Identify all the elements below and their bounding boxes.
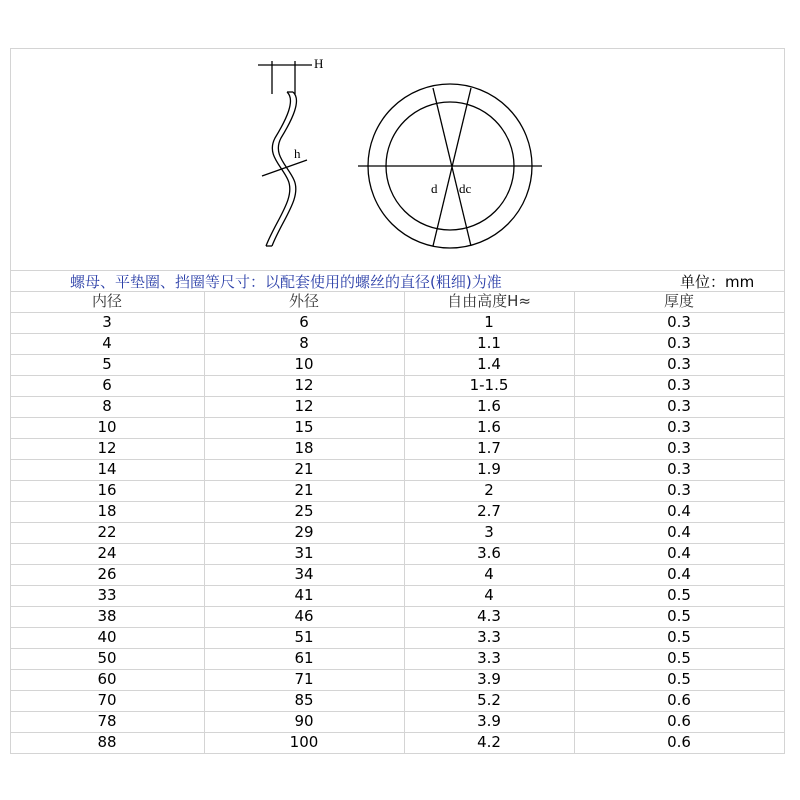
- cell-free-height: 1.7: [477, 439, 501, 457]
- title-row: [10, 270, 785, 291]
- cell-thickness: 0.5: [667, 607, 691, 625]
- grid-line: [10, 396, 785, 397]
- grid-line: [10, 543, 785, 544]
- label-H: H: [314, 56, 324, 71]
- cell-outer-diameter: 51: [294, 628, 314, 646]
- grid-line: [10, 501, 785, 502]
- header-inner-diameter: 内径: [91, 292, 122, 310]
- cell-free-height: 1: [484, 313, 494, 331]
- cell-inner-diameter: 78: [97, 712, 117, 730]
- cell-inner-diameter: 6: [102, 376, 112, 394]
- cell-inner-diameter: 4: [102, 334, 112, 352]
- cell-free-height: 3.9: [477, 670, 501, 688]
- cell-inner-diameter: 70: [97, 691, 117, 709]
- grid-line: [10, 585, 785, 586]
- cell-thickness: 0.3: [667, 460, 691, 478]
- cell-outer-diameter: 8: [299, 334, 309, 352]
- table-row: [10, 648, 785, 669]
- cell-thickness: 0.3: [667, 355, 691, 373]
- cell-inner-diameter: 40: [97, 628, 117, 646]
- cell-inner-diameter: 14: [97, 460, 117, 478]
- cell-inner-diameter: 3: [102, 313, 112, 331]
- table-row: [10, 396, 785, 417]
- cell-free-height: 2: [484, 481, 494, 499]
- table-title: 螺母、平垫圈、挡圈等尺寸：以配套使用的螺丝的直径(粗细)为准: [70, 273, 502, 291]
- cell-outer-diameter: 29: [294, 523, 314, 541]
- grid-line: [10, 312, 785, 313]
- cell-outer-diameter: 6: [299, 313, 309, 331]
- cell-free-height: 1.9: [477, 460, 501, 478]
- cell-thickness: 0.5: [667, 628, 691, 646]
- cell-free-height: 1-1.5: [469, 376, 509, 394]
- cell-thickness: 0.4: [667, 502, 691, 520]
- cell-thickness: 0.6: [667, 691, 691, 709]
- cell-inner-diameter: 50: [97, 649, 117, 667]
- cell-thickness: 0.3: [667, 397, 691, 415]
- table-row: [10, 333, 785, 354]
- grid-line: [10, 606, 785, 607]
- cell-thickness: 0.3: [667, 418, 691, 436]
- grid-line: [10, 711, 785, 712]
- cell-inner-diameter: 22: [97, 523, 117, 541]
- cell-outer-diameter: 71: [294, 670, 314, 688]
- table-row: [10, 669, 785, 690]
- cell-outer-diameter: 41: [294, 586, 314, 604]
- table-row: [10, 459, 785, 480]
- cell-inner-diameter: 12: [97, 439, 117, 457]
- cell-outer-diameter: 21: [294, 481, 314, 499]
- cell-thickness: 0.6: [667, 712, 691, 730]
- unit-label: 单位：mm: [680, 273, 755, 291]
- cell-outer-diameter: 85: [294, 691, 314, 709]
- cell-outer-diameter: 100: [289, 733, 319, 751]
- cell-thickness: 0.3: [667, 439, 691, 457]
- table-row: [10, 501, 785, 522]
- grid-line: [574, 291, 575, 753]
- cell-free-height: 1.4: [477, 355, 501, 373]
- grid-line: [10, 627, 785, 628]
- front-view: [358, 84, 542, 248]
- table-row: [10, 711, 785, 732]
- table-row: [10, 543, 785, 564]
- cell-free-height: 4.2: [477, 733, 501, 751]
- grid-line: [10, 333, 785, 334]
- grid-line: [10, 375, 785, 376]
- cell-outer-diameter: 18: [294, 439, 314, 457]
- cell-free-height: 4.3: [477, 607, 501, 625]
- cell-free-height: 2.7: [477, 502, 501, 520]
- table-row: [10, 438, 785, 459]
- grid-line: [10, 459, 785, 460]
- washer-profile-outer: [272, 92, 296, 246]
- cell-free-height: 3.3: [477, 649, 501, 667]
- cell-free-height: 4: [484, 586, 494, 604]
- cell-free-height: 1.1: [477, 334, 501, 352]
- cell-inner-diameter: 60: [97, 670, 117, 688]
- wave-washer-drawing: [10, 48, 785, 270]
- grid-line: [10, 522, 785, 523]
- spreadsheet: [10, 48, 785, 753]
- cell-thickness: 0.3: [667, 313, 691, 331]
- cell-free-height: 4: [484, 565, 494, 583]
- grid-line: [10, 669, 785, 670]
- table-row: [10, 354, 785, 375]
- grid-line: [10, 480, 785, 481]
- grid-line: [10, 648, 785, 649]
- header-free-height: 自由高度H≈: [447, 292, 531, 310]
- cell-outer-diameter: 46: [294, 607, 314, 625]
- cell-free-height: 1.6: [477, 418, 501, 436]
- header-outer-diameter: 外径: [288, 292, 319, 310]
- cell-inner-diameter: 26: [97, 565, 117, 583]
- grid-line: [10, 690, 785, 691]
- cell-free-height: 3: [484, 523, 494, 541]
- cell-outer-diameter: 61: [294, 649, 314, 667]
- cell-outer-diameter: 90: [294, 712, 314, 730]
- cell-inner-diameter: 24: [97, 544, 117, 562]
- cell-inner-diameter: 18: [97, 502, 117, 520]
- cell-outer-diameter: 25: [294, 502, 314, 520]
- cell-outer-diameter: 21: [294, 460, 314, 478]
- side-view: [258, 61, 312, 246]
- cell-free-height: 1.6: [477, 397, 501, 415]
- cell-free-height: 5.2: [477, 691, 501, 709]
- cell-outer-diameter: 34: [294, 565, 314, 583]
- table-row: [10, 690, 785, 711]
- grid-line: [10, 732, 785, 733]
- label-dc: dc: [459, 181, 472, 196]
- grid-line: [404, 291, 405, 753]
- cell-outer-diameter: 15: [294, 418, 314, 436]
- cell-free-height: 3.6: [477, 544, 501, 562]
- cell-inner-diameter: 16: [97, 481, 117, 499]
- cell-free-height: 3.3: [477, 628, 501, 646]
- cell-thickness: 0.4: [667, 523, 691, 541]
- cell-inner-diameter: 5: [102, 355, 112, 373]
- cell-outer-diameter: 12: [294, 397, 314, 415]
- table-row: [10, 585, 785, 606]
- grid-line: [10, 753, 785, 754]
- table-row: [10, 480, 785, 501]
- cell-thickness: 0.3: [667, 334, 691, 352]
- header-thickness: 厚度: [663, 292, 694, 310]
- table-row: [10, 312, 785, 333]
- grid-line: [10, 417, 785, 418]
- table-row: [10, 375, 785, 396]
- cell-thickness: 0.3: [667, 376, 691, 394]
- cell-inner-diameter: 88: [97, 733, 117, 751]
- cell-inner-diameter: 8: [102, 397, 112, 415]
- label-d: d: [431, 181, 438, 196]
- cell-outer-diameter: 10: [294, 355, 314, 373]
- grid-line: [204, 291, 205, 753]
- cell-outer-diameter: 12: [294, 376, 314, 394]
- table-row: [10, 606, 785, 627]
- table-header-row: [10, 291, 785, 312]
- cell-thickness: 0.5: [667, 649, 691, 667]
- cell-thickness: 0.3: [667, 481, 691, 499]
- cell-inner-diameter: 38: [97, 607, 117, 625]
- cell-inner-diameter: 33: [97, 586, 117, 604]
- cell-free-height: 3.9: [477, 712, 501, 730]
- table-row: [10, 564, 785, 585]
- cell-outer-diameter: 31: [294, 544, 314, 562]
- grid-line: [10, 354, 785, 355]
- washer-drawing-svg: [10, 48, 785, 270]
- table-row: [10, 522, 785, 543]
- label-h: h: [294, 146, 301, 161]
- cell-thickness: 0.6: [667, 733, 691, 751]
- cell-inner-diameter: 10: [97, 418, 117, 436]
- grid-line: [10, 564, 785, 565]
- cell-thickness: 0.4: [667, 544, 691, 562]
- table-row: [10, 627, 785, 648]
- table-row: [10, 417, 785, 438]
- table-row: [10, 732, 785, 753]
- cell-thickness: 0.5: [667, 586, 691, 604]
- cell-thickness: 0.4: [667, 565, 691, 583]
- cell-thickness: 0.5: [667, 670, 691, 688]
- grid-line: [10, 438, 785, 439]
